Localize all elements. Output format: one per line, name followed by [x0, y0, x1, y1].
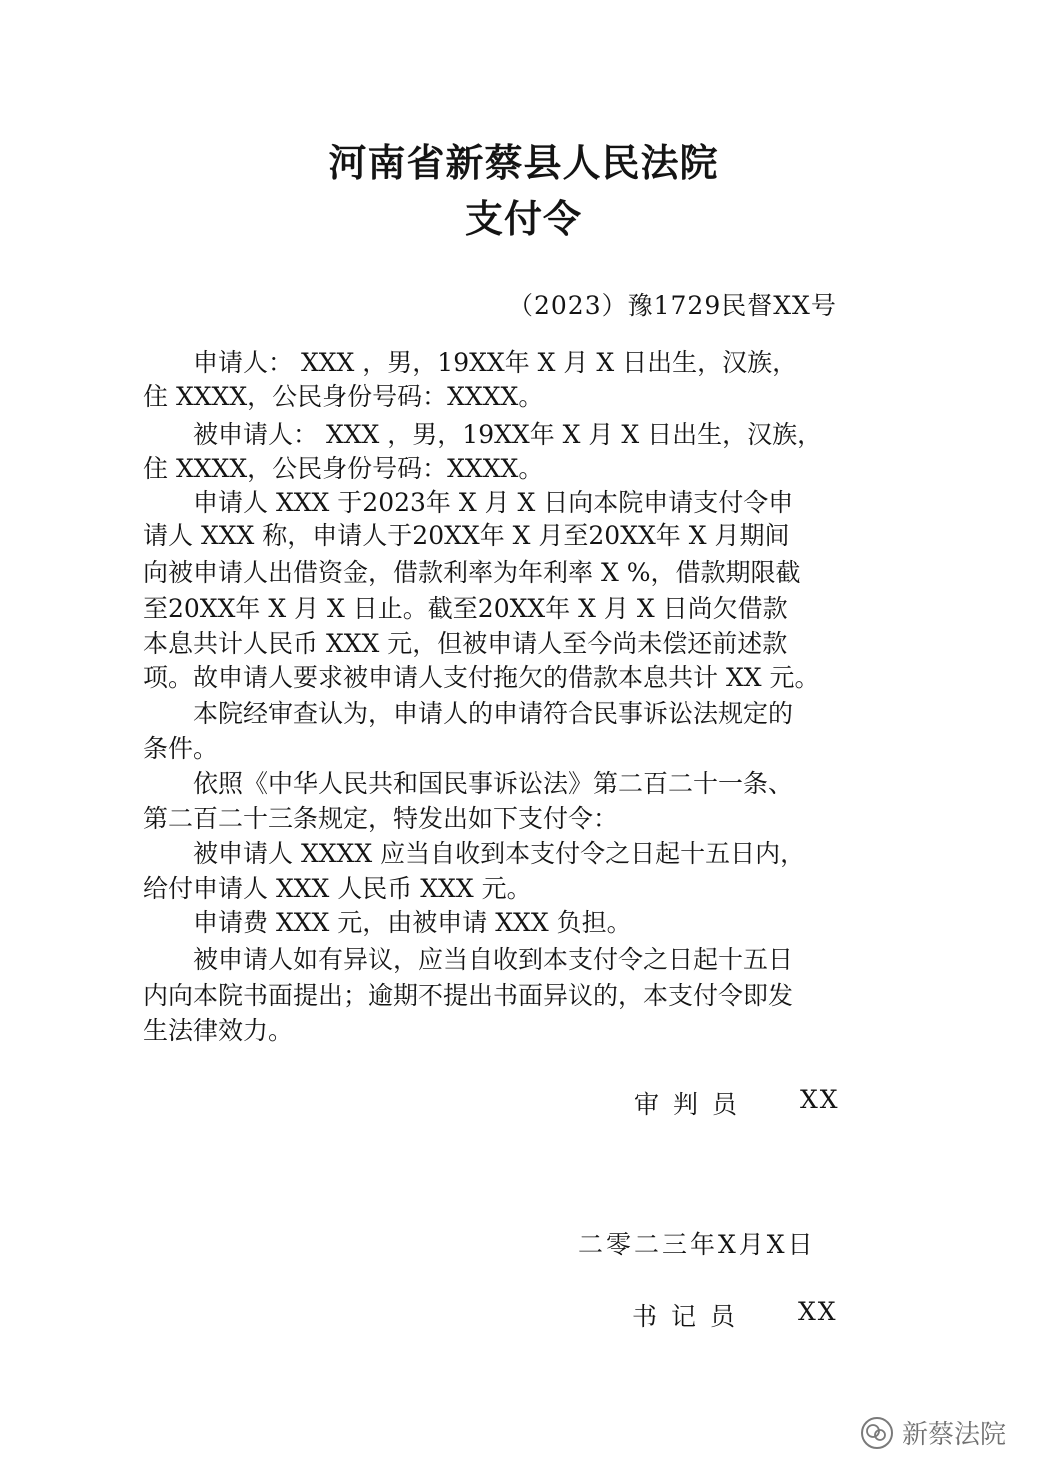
body-line: 申请人： XXX ，男，19XX年 X 月 X 日出生，汉族， — [143, 348, 798, 377]
case-number: （2023）豫1729民督XX号 — [508, 291, 837, 320]
body-line: 内向本院书面提出；逾期不提出书面异议的，本支付令即发 — [143, 981, 794, 1010]
body-line: 生法律效力。 — [143, 1016, 294, 1045]
court-title: 河南省新蔡县人民法院 — [328, 140, 719, 185]
judge-title: 审判员 — [634, 1090, 752, 1119]
body-line: 申请费 XXX 元，由被申请 XXX 负担。 — [143, 908, 632, 937]
body-line: 条件。 — [143, 734, 219, 763]
body-line: 依照《中华人民共和国民事诉讼法》第二百二十一条、 — [143, 769, 794, 798]
body-line: 被申请人 XXXX 应当自收到本支付令之日起十五日内， — [143, 839, 806, 868]
clerk-name: XX — [798, 1297, 838, 1326]
body-line: 项。故申请人要求被申请人支付拖欠的借款本息共计 XX 元。 — [143, 663, 820, 692]
watermark — [860, 1414, 1006, 1451]
watermark-text: 新蔡法院 — [902, 1420, 1007, 1450]
body-line: 本院经审查认为，申请人的申请符合民事诉讼法规定的 — [143, 699, 794, 728]
judge-name: XX — [800, 1085, 840, 1114]
clerk-title: 书记员 — [632, 1302, 750, 1331]
body-line: 申请人 XXX 于2023年 X 月 X 日向本院申请支付令申 — [143, 488, 794, 517]
body-line: 请人 XXX 称，申请人于20XX年 X 月至20XX年 X 月期间 — [143, 521, 790, 550]
body-line: 给付申请人 XXX 人民币 XXX 元。 — [143, 874, 532, 903]
body-line: 住 XXXX，公民身份号码：XXXX。 — [143, 454, 544, 483]
wechat-official-account-icon — [860, 1416, 894, 1450]
body-line: 被申请人： XXX ，男，19XX年 X 月 X 日出生，汉族， — [143, 420, 823, 449]
body-line: 第二百二十三条规定，特发出如下支付令： — [143, 804, 619, 833]
body-line: 至20XX年 X 月 X 日止。截至20XX年 X 月 X 日尚欠借款 — [143, 594, 788, 623]
body-line: 住 XXXX，公民身份号码：XXXX。 — [143, 382, 544, 411]
body-line: 向被申请人出借资金，借款利率为年利率 X %，借款期限截 — [143, 558, 801, 587]
body-line: 本息共计人民币 XXX 元，但被申请人至今尚未偿还前述款 — [143, 629, 788, 658]
body-line: 被申请人如有异议，应当自收到本支付令之日起十五日 — [143, 945, 794, 974]
issue-date: 二零二三年X月X日 — [578, 1230, 816, 1259]
document-title: 支付令 — [464, 196, 582, 241]
